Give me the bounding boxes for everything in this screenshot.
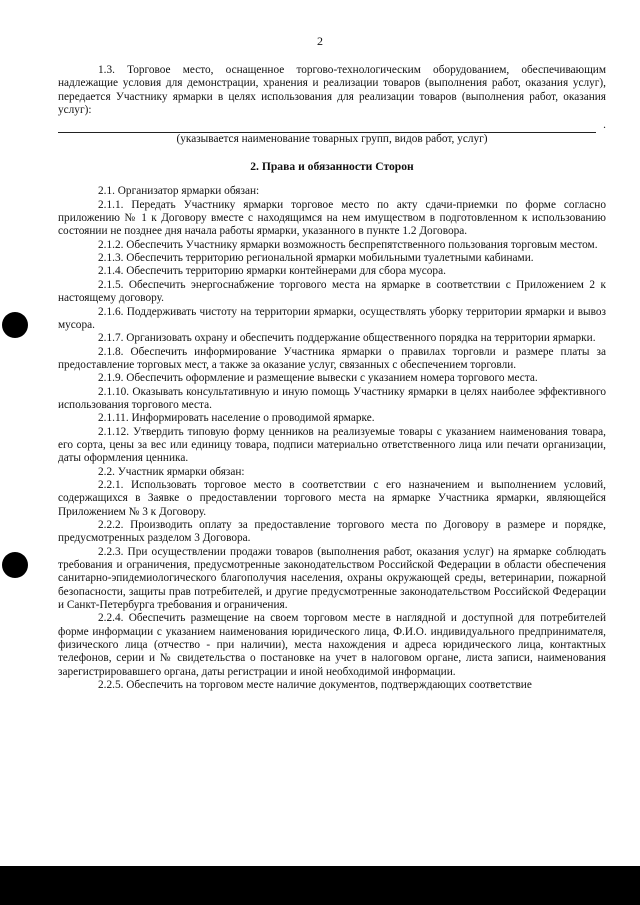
punch-hole-mark (2, 312, 28, 338)
document-body (58, 64, 606, 692)
section-2-heading: 2. Права и обязанности Сторон (250, 160, 414, 174)
fill-in-line (58, 122, 596, 133)
clause-paragraph: 2.2.3. При осуществлении продажи товаров (выполнения работ, оказания услуг) на ярмарке соблюдать требования и ограничения, предусмотренные законодательством Российской Федерации в области обеспечения санитарно-эпидемиологического благополучия населения, охраны окружающей среды, ветеринарии, пожарной безопасности, защиты прав потребителей, и другие предусмотренные законодательством Российской Федерации и Санкт-Петербурга требования и ограничения. (58, 545, 606, 612)
clause-paragraph: 2.2.2. Производить оплату за предоставление торгового места по Договору в размере и порядке, предусмотренных разделом 3 Договора. (58, 519, 606, 545)
clause-paragraph: 2.1.11. Информировать население о проводимой ярмарке. (98, 412, 375, 425)
clause-paragraph: 2.1. Организатор ярмарки обязан: (98, 185, 260, 198)
clause-paragraph: 2.1.12. Утвердить типовую форму ценников на реализуемые товары с указанием наименования товара, его сорта, цены за вес или единицу товара, подписи материально ответственного лица или печати организации, даты оформления ценника. (58, 425, 606, 465)
clause-1-3: 1.3. Торговое место, оснащенное торгово-технологическим оборудованием, обеспечивающим надлежащие условия для демонстрации, хранения и реализации товаров (выполнения работ, оказания услуг), передается Участнику ярмарки в целях использования для реализации товаров (выполнения работ, оказания услуг): (58, 64, 606, 117)
clause-paragraph: 2.2.4. Обеспечить размещение на своем торговом месте в наглядной и доступной для потребителей форме информации с указанием наименования юридического лица, Ф.И.О. индивидуального предпринимателя, физического лица (отчество - при наличии), места нахождения и адреса юридического лица, контактных телефонов, серии и № свидетельства о постановке на учет в налоговом органе, листа записи, наименования зарегистрировавшего органа, даты регистрации и иной необходимой информации. (58, 612, 606, 678)
clause-paragraph: 2.1.2. Обеспечить Участнику ярмарки возможность беспрепятственного пользования торговым местом. (98, 238, 598, 251)
clause-paragraph: 2.1.1. Передать Участнику ярмарки торговое место по акту сдачи-приемки по форме согласно приложению № 1 к Договору вместе с находящимся на нем имуществом в подготовленном к использованию состоянии не позднее дня начала работы ярмарки, указанного в пункте 1.2 Договора. (58, 198, 606, 238)
clause-paragraph: 2.1.3. Обеспечить территорию региональной ярмарки мобильными туалетными кабинами. (98, 252, 534, 265)
clause-paragraph: 2.1.6. Поддерживать чистоту на территории ярмарки, осуществлять уборку территории ярмарки и вывоз мусора. (58, 305, 606, 331)
clause-paragraph: 2.1.5. Обеспечить энергоснабжение торгового места на ярмарке в соответствии с Приложением 2 к настоящему договору. (58, 278, 606, 305)
section-2-clauses (58, 185, 606, 692)
clause-paragraph: 2.1.7. Организовать охрану и обеспечить поддержание общественного порядка на территории ярмарки. (98, 332, 596, 345)
clause-paragraph: 2.1.10. Оказывать консультативную и иную помощь Участнику ярмарки в целях наиболее эффективного использования торгового места. (58, 385, 606, 411)
page-number: 2 (317, 34, 323, 48)
clause-paragraph: 2.2.5. Обеспечить на торговом месте наличие документов, подтверждающих соответствие (98, 679, 532, 692)
fill-in-line-end: . (603, 119, 606, 132)
clause-paragraph: 2.1.4. Обеспечить территорию ярмарки контейнерами для сбора мусора. (98, 265, 446, 278)
fill-in-line-row (58, 119, 606, 132)
punch-hole-mark (2, 552, 28, 578)
fill-in-hint: (указывается наименование товарных групп, видов работ, услуг) (176, 132, 488, 145)
scan-bottom-edge (0, 866, 640, 905)
clause-paragraph: 2.1.8. Обеспечить информирование Участника ярмарки о правилах торговли и размере платы за предоставление торговых мест, а также за оказание услуг, связанных с обеспечением торговли. (58, 345, 606, 371)
clause-paragraph: 2.1.9. Обеспечить оформление и размещение вывески с указанием номера торгового места. (98, 372, 538, 385)
clause-paragraph: 2.2.1. Использовать торговое место в соответствии с его назначением и выполнением условий, содержащихся в Заявке о предоставлении торгового места на ярмарке Участника ярмарки, являющейся Приложением № 3 к Договору. (58, 478, 606, 518)
clause-paragraph: 2.2. Участник ярмарки обязан: (98, 465, 245, 478)
